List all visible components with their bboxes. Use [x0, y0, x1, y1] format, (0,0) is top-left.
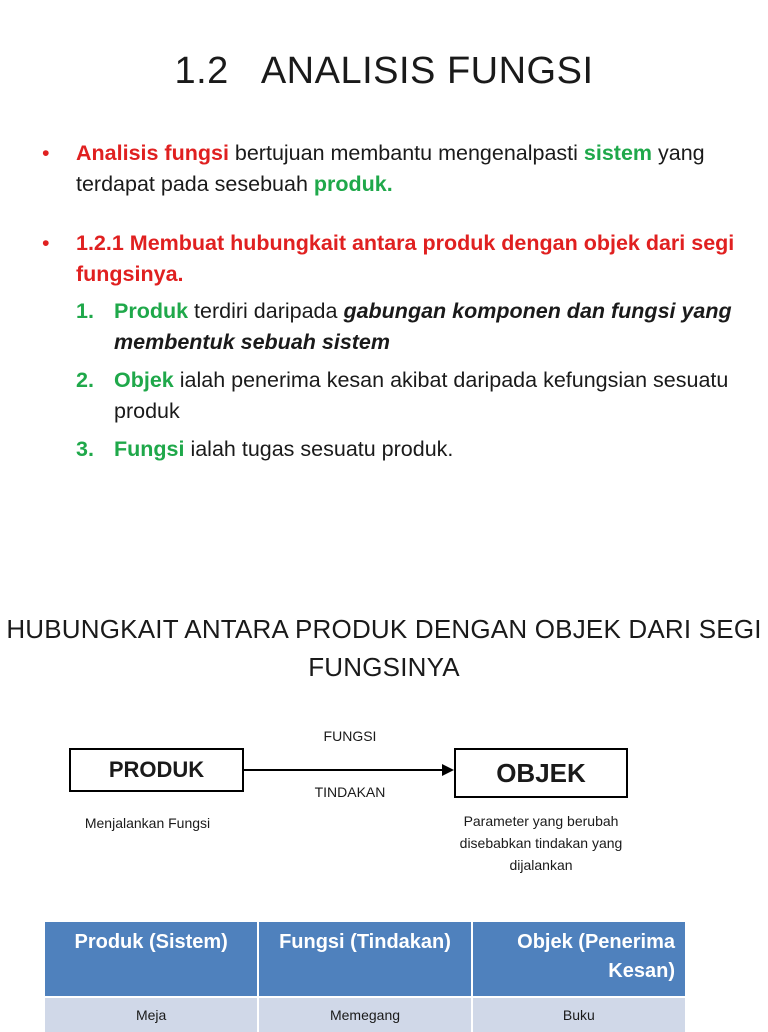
list-number: 3.	[76, 437, 94, 461]
produk-caption: Menjalankan Fungsi	[84, 815, 211, 831]
header-produk: Produk (Sistem)	[45, 922, 258, 997]
term-sistem: sistem	[583, 141, 653, 165]
item1-emphasis: gabungan komponen dan fungsi yang membentuk sebuah sistem	[114, 299, 732, 354]
list-item-objek	[40, 365, 740, 427]
bullet1-text2: yang terdapat pada sesebuah	[76, 141, 705, 196]
bullet-analisis-fungsi	[40, 138, 740, 200]
bullet-dot-icon: •	[42, 231, 50, 255]
objek-caption: Parameter yang berubah disebabkan tindakan yang dijalankan	[459, 813, 623, 873]
bullet-dot-icon: •	[42, 141, 50, 165]
item2-text: ialah penerima kesan akibat daripada kefungsian sesuatu produk	[114, 368, 729, 423]
term-analisis-fungsi: Analisis fungsi	[76, 141, 229, 165]
bullet2-heading: 1.2.1 Membuat hubungkait antara produk dengan objek dari segi fungsinya.	[76, 231, 735, 286]
term-produk-item: Produk	[114, 299, 189, 323]
item3-text: ialah tugas sesuatu produk.	[184, 437, 454, 461]
numbered-list	[40, 296, 740, 465]
list-item-fungsi	[40, 434, 740, 465]
term-fungsi-item: Fungsi	[114, 437, 185, 461]
slide-title	[0, 50, 768, 93]
header-objek: Objek (Penerima Kesan)	[472, 922, 685, 997]
arrow-label-fungsi: FUNGSI	[323, 728, 377, 744]
table-header-row	[45, 922, 685, 997]
bullet-list	[40, 138, 740, 472]
bullet1-text1: bertujuan membantu mengenalpasti	[228, 141, 584, 165]
list-number: 2.	[76, 368, 94, 392]
term-objek-item: Objek	[114, 368, 174, 392]
item1-text: terdiri daripada	[188, 299, 344, 323]
arrow-label-tindakan: TINDAKAN	[314, 784, 386, 800]
bullet-hubungkait	[40, 228, 740, 290]
cell-fungsi: Memegang	[258, 997, 471, 1032]
header-fungsi: Fungsi (Tindakan)	[258, 922, 471, 997]
list-item-produk	[40, 296, 740, 358]
slide-number: 1.2	[174, 50, 229, 92]
slide-title-text: ANALISIS FUNGSI	[260, 50, 594, 92]
table-row	[45, 997, 685, 1032]
objek-box: OBJEK	[454, 748, 628, 798]
produk-box: PRODUK	[69, 748, 244, 792]
term-produk: produk.	[313, 172, 393, 196]
function-table	[45, 922, 685, 1032]
cell-produk: Meja	[45, 997, 258, 1032]
diagram-title: HUBUNGKAIT ANTARA PRODUK DENGAN OBJEK DARI SEGI FUNGSINYA	[6, 614, 762, 682]
cell-objek: Buku	[472, 997, 685, 1032]
list-number: 1.	[76, 299, 94, 323]
arrow-icon	[244, 761, 454, 779]
